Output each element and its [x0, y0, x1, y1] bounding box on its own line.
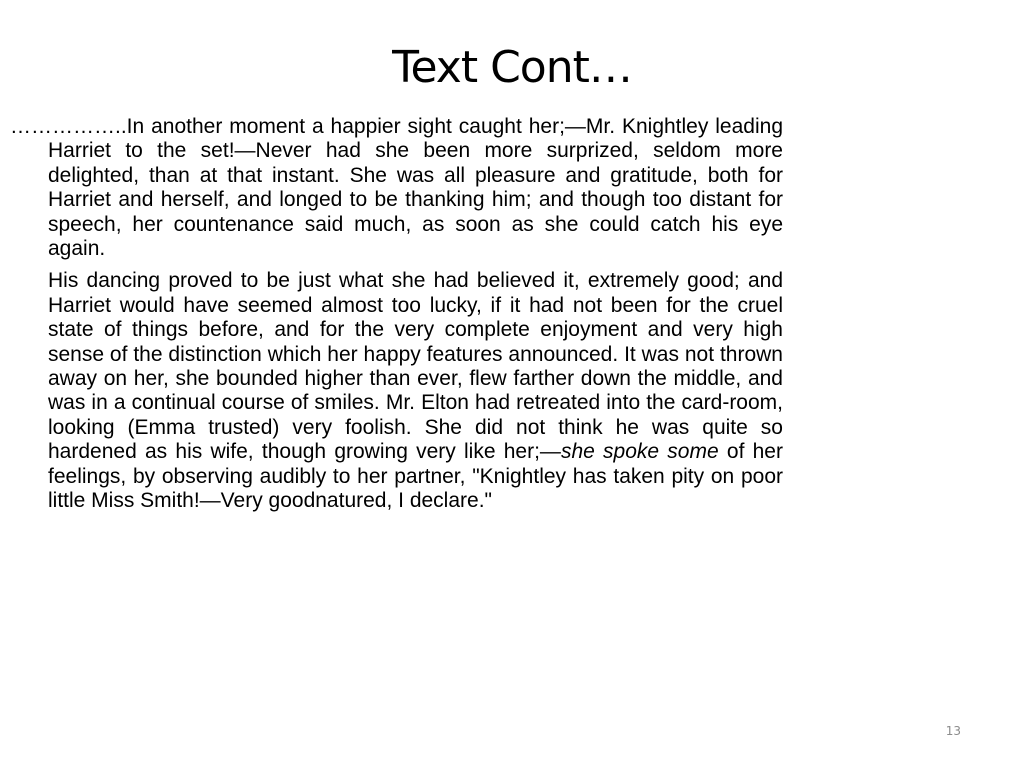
paragraph-2-text-start: His dancing proved to be just what she had believed it, extremely good; and Harriet would have seemed almost too lucky, if it had not been for the cruel state of things before, and for the very complete enjoyment and very high sense of the distinction which her happy features announced. It was not thrown away on her, she bounded higher than ever, flew farther down the middle, and was in a continual course of smiles. Mr. Elton had retreated into the card-room, looking (Emma trusted) very foolish. She did not think he was quite so hardened as his wife, though growing very like her;—: [48, 269, 783, 464]
paragraph-2-italic-text: she spoke some: [560, 440, 719, 464]
paragraph-1: ……………..In another moment a happier sight caught her;—Mr. Knightley leading Harriet to the set!—Never had she been more surprized, seldom more delighted, than at that instant. She was all pleasure and gratitude, both for Harriet and herself, and longed to be thanking him; and though too distant for speech, her countenance said much, as soon as she could catch his eye again.: [10, 115, 783, 261]
paragraph-2-text-end: of her feelings, by observing audibly to her partner, "Knightley has taken pity on poor little Miss Smith!—Very goodnatured, I declare.": [48, 440, 783, 513]
slide-body: [10, 115, 783, 514]
page-number: 13: [945, 724, 961, 738]
paragraph-2: [48, 269, 783, 513]
slide-title: Text Cont…: [392, 42, 632, 93]
